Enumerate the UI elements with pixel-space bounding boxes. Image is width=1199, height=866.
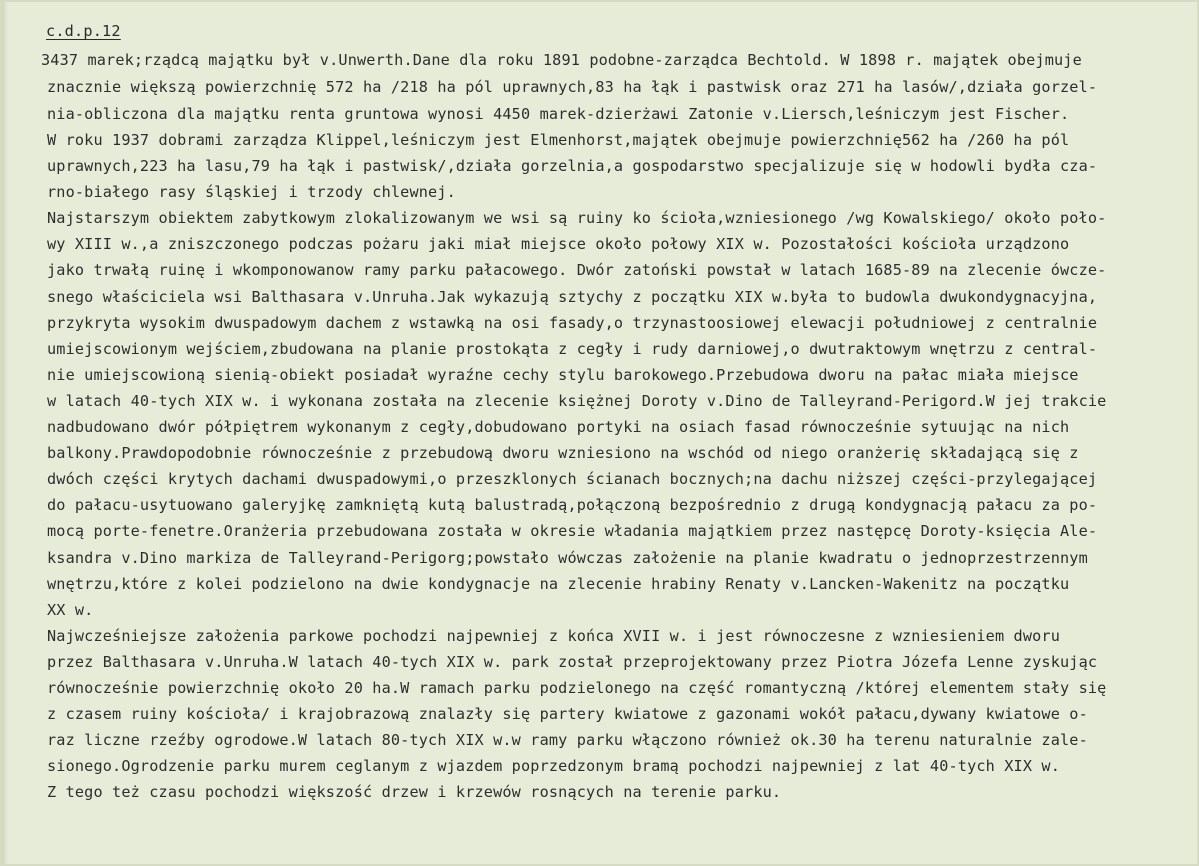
- text-line: 3437 marek;rządcą majątku był v.Unwerth.Dane dla roku 1891 podobne-zarządca Bechtold. W 1898 r. majątek obejmuje: [41, 51, 1082, 69]
- text-line: w latach 40-tych XIX w. i wykonana została na zlecenie księżnej Doroty v.Dino de Talleyrand-Perigord.W jej trakcie: [47, 392, 1107, 410]
- text-line: nadbudowano dwór półpiętrem wykonanym z cegły,dobudowano portyki na osiach fasad równocześnie sytuując na nich: [47, 418, 1070, 436]
- text-line: przez Balthasara v.Unruha.W latach 40-tych XIX w. park został przeprojektowany przez Piotra Józefa Lenne zyskując: [47, 653, 1098, 671]
- text-line: Najstarszym obiektem zabytkowym zlokalizowanym we wsi są ruiny ko ścioła,wzniesionego /wg Kowalskiego/ około poło-: [47, 209, 1107, 227]
- text-line: mocą porte-fenetre.Oranżeria przebudowana została w okresie władania majątkiem przez następcę Doroty-księcia Ale-: [47, 522, 1098, 540]
- text-line: snego właściciela wsi Balthasara v.Unruha.Jak wykazują sztychy z początku XIX w.była to budowla dwukondygnacyjna,: [47, 288, 1098, 306]
- text-line: równocześnie powierzchnię około 20 ha.W ramach parku podzielonego na część romantyczną /której elementem stały się: [47, 679, 1107, 697]
- text-line: rno-białego rasy śląskiej i trzody chlewnej.: [47, 183, 456, 201]
- text-line: W roku 1937 dobrami zarządza Klippel,leśniczym jest Elmenhorst,majątek obejmuje powierzchnię562 ha /260 ha pól: [47, 131, 1070, 149]
- text-line: wnętrzu,które z kolei podzielono na dwie kondygnacje na zlecenie hrabiny Renaty v.Lancken-Wakenitz na początku: [47, 575, 1070, 593]
- text-line: raz liczne rzeźby ogrodowe.W latach 80-tych XIX w.w ramy parku włączono również ok.30 ha terenu naturalnie zale-: [47, 731, 1088, 749]
- text-line: znacznie większą powierzchnię 572 ha /218 ha pól uprawnych,83 ha łąk i pastwisk oraz 271 ha lasów/,działa gorzel-: [47, 78, 1098, 96]
- text-line: wy XIII w.,a zniszczonego podczas pożaru jaki miał miejsce około połowy XIX w. Pozostałości kościoła urządzono: [47, 235, 1070, 253]
- text-line: jako trwałą ruinę i wkomponowanow ramy parku pałacowego. Dwór zatoński powstał w latach 1685-89 na zlecenie ówcze-: [47, 261, 1107, 279]
- text-line: przykryta wysokim dwuspadowym dachem z wstawką na osi fasady,o trzynastoosiowej elewacji południowej z centralnie: [47, 314, 1098, 332]
- text-line: nia-obliczona dla majątku renta gruntowa wynosi 4450 marek-dzierżawi Zatonie v.Liersch,leśniczym jest Fischer.: [47, 105, 1070, 123]
- text-line: dwóch części krytych dachami dwuspadowymi,o przeszklonych ścianach bocznych;na dachu niższej części-przylegającej: [47, 470, 1098, 488]
- text-line: do pałacu-usytuowano galeryjkę zamkniętą kutą balustradą,połączoną bezpośrednio z drugą kondygnacją pałacu za po-: [47, 496, 1098, 514]
- text-line: z czasem ruiny kościoła/ i krajobrazową znalazły się partery kwiatowe z gazonami wokół pałacu,dywany kwiatowe o-: [47, 705, 1088, 723]
- text-line: nie umiejscowioną sienią-obiekt posiadał wyraźne cechy stylu barokowego.Przebudowa dworu na pałac miała miejsce: [47, 366, 1079, 384]
- text-line: umiejscowionym wejściem,zbudowana na planie prostokąta z cegły i rudy darniowej,o dwutraktowym wnętrzu z central-: [47, 340, 1098, 358]
- card-edge-shadow: [2, 2, 8, 864]
- text-line: uprawnych,223 ha lasu,79 ha łąk i pastwisk/,działa gorzelnia,a gospodarstwo specjalizuje się w hodowli bydła cza-: [47, 157, 1098, 175]
- document-reference-header: c.d.p.12: [46, 22, 121, 40]
- text-line: XX w.: [47, 601, 94, 619]
- text-line: ksandra v.Dino markiza de Talleyrand-Perigorg;powstało wówczas założenie na planie kwadratu o jednoprzestrzennym: [47, 549, 1088, 567]
- text-line: sionego.Ogrodzenie parku murem ceglanym z wjazdem poprzedzonym bramą pochodzi najpewniej z lat 40-tych XIX w.: [47, 757, 1061, 775]
- text-line: Z tego też czasu pochodzi większość drzew i krzewów rosnących na terenie parku.: [47, 783, 782, 801]
- text-line: balkony.Prawdopodobnie równocześnie z przebudową dworu wzniesiono na wschód od niego oranżerię składającą się z: [47, 444, 1079, 462]
- text-line: Najwcześniejsze założenia parkowe pochodzi najpewniej z końca XVII w. i jest równoczesne z wzniesieniem dworu: [47, 627, 1061, 645]
